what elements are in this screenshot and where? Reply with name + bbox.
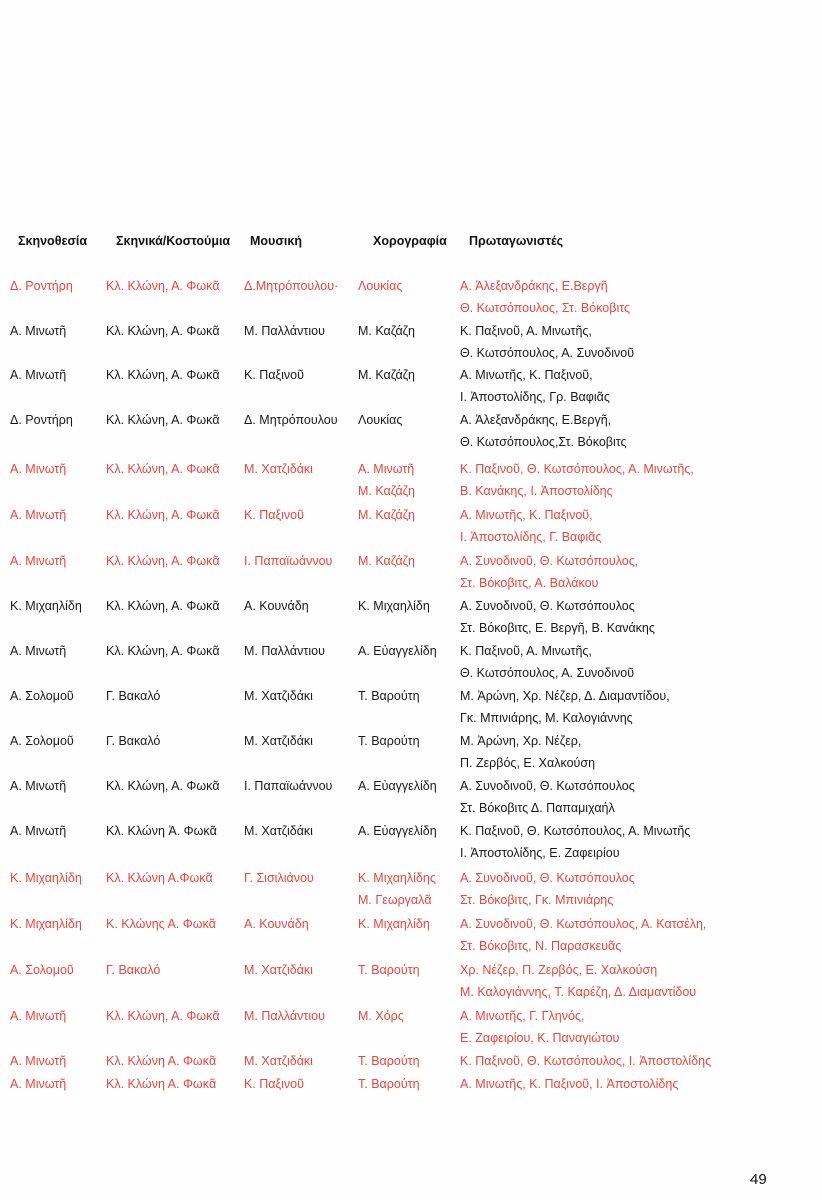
- director-cell: Α. Μινωτῆ: [10, 368, 67, 382]
- choreography-cell: [358, 867, 436, 911]
- director-cell: Α. Μινωτῆ: [10, 824, 67, 838]
- director-cell: Κ. Μιχαηλίδη: [10, 871, 82, 885]
- cast-line: Α. Μινωτῆς, Κ. Παξινοῦ,: [460, 508, 593, 522]
- choreography-cell: [358, 959, 420, 981]
- header-cast: Πρωταγωνιστές: [469, 234, 564, 248]
- page-number: 49: [750, 1171, 767, 1188]
- director-cell: Α. Μινωτῆ: [10, 554, 67, 568]
- cast-line: Β. Κανάκης, Ι. Ἀποστολίδης: [460, 484, 613, 498]
- director-cell: Α. Μινωτῆ: [10, 508, 67, 522]
- sets-costumes-cell: Κλ. Κλώνη, Α. Φωκᾶ: [106, 508, 220, 522]
- sets-costumes-cell: Γ. Βακαλό: [106, 734, 161, 748]
- choreography-cell: [358, 458, 415, 502]
- music-cell: Κ. Παξινοῦ: [244, 1077, 304, 1091]
- sets-costumes-cell: Γ. Βακαλό: [106, 963, 161, 977]
- choreography-line: Κ. Μιχαηλίδη: [358, 599, 430, 613]
- table-row: [0, 595, 822, 641]
- sets-costumes-cell: Κλ. Κλώνη, Α. Φωκᾶ: [106, 599, 220, 613]
- table-row: [0, 685, 822, 731]
- music-cell: Α. Κουνάδη: [244, 917, 309, 931]
- table-row: [0, 730, 822, 776]
- cast-line: Στ. Βόκοβιτς, Γκ. Μπινιάρης: [460, 893, 614, 907]
- choreography-line: Μ. Καζάζη: [358, 484, 415, 498]
- choreography-cell: [358, 775, 437, 797]
- cast-cell: [460, 458, 694, 502]
- cast-cell: [460, 1073, 678, 1095]
- sets-costumes-cell: Κλ. Κλώνη, Α. Φωκᾶ: [106, 324, 220, 338]
- choreography-line: Μ. Καζάζη: [358, 508, 415, 522]
- sets-costumes-cell: Κλ. Κλώνη, Α. Φωκᾶ: [106, 644, 220, 658]
- choreography-line: Τ. Βαρούτη: [358, 734, 420, 748]
- cast-cell: [460, 275, 630, 319]
- cast-cell: [460, 730, 595, 774]
- cast-cell: [460, 959, 696, 1003]
- cast-cell: [460, 550, 638, 594]
- sets-costumes-cell: Κλ. Κλώνη Α.Φωκᾶ: [106, 871, 213, 885]
- music-cell: Κ. Παξινοῦ: [244, 368, 304, 382]
- cast-line: Α. Ἀλεξανδράκης, Ε.Βεργῆ: [460, 279, 608, 293]
- director-cell: Α. Σολομοῦ: [10, 734, 74, 748]
- choreography-cell: [358, 550, 415, 572]
- choreography-line: Α. Εὐαγγελίδη: [358, 779, 437, 793]
- cast-line: Κ. Παξινοῦ, Θ. Κωτσόπουλος, Α. Μινωτῆς: [460, 824, 691, 838]
- cast-line: Στ. Βόκοβιτς, Α. Βαλάκου: [460, 576, 599, 590]
- choreography-line: Μ. Καζάζη: [358, 368, 415, 382]
- director-cell: Α. Μινωτῆ: [10, 1077, 67, 1091]
- sets-costumes-cell: Κλ. Κλώνη, Α. Φωκᾶ: [106, 279, 220, 293]
- choreography-cell: [358, 685, 420, 707]
- choreography-cell: [358, 364, 415, 386]
- choreography-line: Μ. Χόρς: [358, 1009, 404, 1023]
- choreography-line: Κ. Μιχαηλίδης: [358, 871, 436, 885]
- music-cell: Μ. Χατζιδάκι: [244, 1054, 313, 1068]
- sets-costumes-cell: Κλ. Κλώνη, Α. Φωκᾶ: [106, 462, 220, 476]
- choreography-cell: [358, 820, 437, 842]
- cast-cell: [460, 685, 670, 729]
- table-row: [0, 550, 822, 596]
- cast-line: Μ. Ἀρώνη, Χρ. Νέζερ,: [460, 734, 582, 748]
- music-cell: Μ. Παλλάντιου: [244, 644, 325, 658]
- director-cell: Κ. Μιχαηλίδη: [10, 599, 82, 613]
- cast-cell: [460, 775, 635, 819]
- sets-costumes-cell: Κλ. Κλώνη, Α. Φωκᾶ: [106, 413, 220, 427]
- music-cell: Ι. Παπαϊωάννου: [244, 554, 333, 568]
- table-row: [0, 275, 822, 321]
- cast-line: Κ. Παξινοῦ, Α. Μινωτῆς,: [460, 324, 592, 338]
- cast-line: Μ. Καλογιάννης, Τ. Καρέζη, Δ. Διαμαντίδου: [460, 985, 697, 999]
- cast-cell: [460, 409, 627, 453]
- music-cell: Δ. Μητρόπουλου: [244, 413, 338, 427]
- sets-costumes-cell: Κλ. Κλώνη Α. Φωκᾶ: [106, 1054, 217, 1068]
- choreography-line: Λουκίας: [358, 413, 403, 427]
- music-cell: Μ. Χατζιδάκι: [244, 689, 313, 703]
- cast-line: Κ. Παξινοῦ, Θ. Κωτσόπουλος, Α. Μινωτῆς,: [460, 462, 694, 476]
- cast-line: Α. Συνοδινοῦ, Θ. Κωτσόπουλος, Α. Κατσέλη,: [460, 917, 707, 931]
- table-row: [0, 364, 822, 410]
- table-row: [0, 409, 822, 455]
- choreography-line: Α. Εὐαγγελίδη: [358, 824, 437, 838]
- music-cell: Κ. Παξινοῦ: [244, 508, 304, 522]
- choreography-line: Κ. Μιχαηλίδη: [358, 917, 430, 931]
- header-music: Μουσική: [250, 234, 302, 248]
- table-row: [0, 820, 822, 866]
- music-cell: Μ. Παλλάντιου: [244, 324, 325, 338]
- cast-line: Ι. Ἀποστολίδης, Ε. Ζαφειρίου: [460, 846, 620, 860]
- cast-line: Α. Μινωτῆς, Κ. Παξινοῦ, Ι. Ἀποστολίδης: [460, 1077, 679, 1091]
- cast-line: Στ. Βόκοβιτς Δ. Παπαμιχαήλ: [460, 801, 615, 815]
- sets-costumes-cell: Κ. Κλώνης Α. Φωκᾶ: [106, 917, 216, 931]
- sets-costumes-cell: Κλ. Κλώνη, Α. Φωκᾶ: [106, 554, 220, 568]
- music-cell: Δ.Μητρόπουλου·: [244, 279, 339, 293]
- cast-line: Α. Ἀλεξανδράκης, Ε.Βεργῆ,: [460, 413, 612, 427]
- choreography-cell: [358, 595, 430, 617]
- choreography-cell: [358, 913, 430, 935]
- table-row: [0, 458, 822, 504]
- sets-costumes-cell: Κλ. Κλώνη Α. Φωκᾶ: [106, 1077, 217, 1091]
- cast-cell: [460, 1005, 619, 1049]
- director-cell: Α. Μινωτῆ: [10, 324, 67, 338]
- choreography-cell: [358, 275, 402, 297]
- cast-line: Κ. Παξινοῦ, Θ. Κωτσόπουλος, Ι. Ἀποστολίδης: [460, 1054, 712, 1068]
- director-cell: Α. Μινωτῆ: [10, 462, 67, 476]
- table-row: [0, 913, 822, 959]
- cast-cell: [460, 595, 655, 639]
- table-row: [0, 320, 822, 366]
- header-sets-costumes: Σκηνικά/Κοστούμια: [116, 234, 231, 248]
- sets-costumes-cell: Κλ. Κλώνη Ἀ. Φωκᾶ: [106, 824, 217, 838]
- music-cell: Μ. Χατζιδάκι: [244, 963, 313, 977]
- choreography-line: Α. Εὐαγγελίδη: [358, 644, 437, 658]
- cast-cell: [460, 504, 601, 548]
- music-cell: Μ. Χατζιδάκι: [244, 462, 313, 476]
- director-cell: Κ. Μιχαηλίδη: [10, 917, 82, 931]
- choreography-cell: [358, 504, 415, 526]
- header-choreography: Χορογραφία: [373, 234, 447, 248]
- music-cell: Μ. Χατζιδάκι: [244, 824, 313, 838]
- cast-line: Στ. Βόκοβιτς, Ε. Βεργῆ, Β. Κανάκης: [460, 621, 655, 635]
- choreography-line: Μ. Καζάζη: [358, 324, 415, 338]
- cast-line: Μ. Ἀρώνη, Χρ. Νέζερ, Δ. Διαμαντίδου,: [460, 689, 670, 703]
- director-cell: Α. Μινωτῆ: [10, 1054, 67, 1068]
- choreography-line: Μ. Καζάζη: [358, 554, 415, 568]
- choreography-line: Μ. Γεωργαλᾶ: [358, 893, 432, 907]
- director-cell: Δ. Ροντήρη: [10, 279, 73, 293]
- director-cell: Α. Μινωτῆ: [10, 779, 67, 793]
- cast-line: Α. Μινωτῆς, Γ. Γληνός,: [460, 1009, 585, 1023]
- choreography-cell: [358, 730, 420, 752]
- cast-line: Γκ. Μπινιάρης, Μ. Καλογιάννης: [460, 711, 633, 725]
- cast-line: Ι. Ἀποστολίδης, Γ. Βαφιᾶς: [460, 530, 602, 544]
- cast-line: Α. Συνοδινοῦ, Θ. Κωτσόπουλος: [460, 779, 635, 793]
- table-row: [0, 867, 822, 913]
- cast-line: Α. Μινωτῆς, Κ. Παξινοῦ,: [460, 368, 593, 382]
- music-cell: Α. Κουνάδη: [244, 599, 309, 613]
- choreography-cell: [358, 1005, 404, 1027]
- choreography-line: Τ. Βαρούτη: [358, 689, 420, 703]
- sets-costumes-cell: Κλ. Κλώνη, Α. Φωκᾶ: [106, 1009, 220, 1023]
- choreography-line: Α. Μινωτῆ: [358, 462, 415, 476]
- cast-line: Α. Συνοδινοῦ, Θ. Κωτσόπουλος: [460, 599, 635, 613]
- choreography-line: Τ. Βαρούτη: [358, 1054, 420, 1068]
- choreography-cell: [358, 1073, 420, 1095]
- sets-costumes-cell: Κλ. Κλώνη, Α. Φωκᾶ: [106, 368, 220, 382]
- cast-cell: [460, 867, 635, 911]
- cast-line: Θ. Κωτσόπουλος, Α. Συνοδινοῦ: [460, 666, 635, 680]
- music-cell: Ι. Παπαϊωάννου: [244, 779, 333, 793]
- choreography-line: Τ. Βαρούτη: [358, 1077, 420, 1091]
- cast-line: Α. Συνοδινοῦ, Θ. Κωτσόπουλος: [460, 871, 635, 885]
- cast-line: Χρ. Νέζερ, Π. Ζερβός, Ε. Χαλκούση: [460, 963, 658, 977]
- choreography-line: Τ. Βαρούτη: [358, 963, 420, 977]
- header-direction: Σκηνοθεσία: [18, 234, 88, 248]
- director-cell: Α. Σολομοῦ: [10, 963, 74, 977]
- music-cell: Μ. Παλλάντιου: [244, 1009, 325, 1023]
- cast-line: Θ. Κωτσόπουλος, Στ. Βόκοβιτς: [460, 301, 631, 315]
- cast-line: Α. Συνοδινοῦ, Θ. Κωτσόπουλος,: [460, 554, 639, 568]
- choreography-line: Λουκίας: [358, 279, 403, 293]
- cast-line: Κ. Παξινοῦ, Α. Μινωτῆς,: [460, 644, 592, 658]
- choreography-cell: [358, 1050, 420, 1072]
- director-cell: Α. Σολομοῦ: [10, 689, 74, 703]
- table-row: [0, 504, 822, 550]
- music-cell: Μ. Χατζιδάκι: [244, 734, 313, 748]
- sets-costumes-cell: Γ. Βακαλό: [106, 689, 161, 703]
- choreography-cell: [358, 320, 415, 342]
- cast-cell: [460, 1050, 711, 1072]
- director-cell: Α. Μινωτῆ: [10, 644, 67, 658]
- cast-cell: [460, 913, 706, 957]
- table-row: [0, 1005, 822, 1051]
- cast-cell: [460, 640, 634, 684]
- choreography-cell: [358, 640, 437, 662]
- table-row: [0, 640, 822, 686]
- cast-cell: [460, 364, 610, 408]
- cast-cell: [460, 820, 690, 864]
- cast-line: Θ. Κωτσόπουλος,Στ. Βόκοβιτς: [460, 435, 627, 449]
- table-row: [0, 959, 822, 1005]
- cast-line: Θ. Κωτσόπουλος, Α. Συνοδινοῦ: [460, 346, 635, 360]
- cast-line: Ι. Ἀποστολίδης, Γρ. Βαφιᾶς: [460, 390, 610, 404]
- cast-cell: [460, 320, 634, 364]
- table-row: [0, 775, 822, 821]
- director-cell: Α. Μινωτῆ: [10, 1009, 67, 1023]
- cast-line: Στ. Βόκοβιτς, Ν. Παρασκευᾶς: [460, 939, 622, 953]
- cast-line: Π. Ζερβός, Ε. Χαλκούση: [460, 756, 596, 770]
- director-cell: Δ. Ροντήρη: [10, 413, 73, 427]
- table-row: [0, 1073, 822, 1119]
- choreography-cell: [358, 409, 402, 431]
- music-cell: Γ. Σισιλιάνου: [244, 871, 314, 885]
- sets-costumes-cell: Κλ. Κλώνη, Α. Φωκᾶ: [106, 779, 220, 793]
- cast-line: Ε. Ζαφειρίου, Κ. Παναγιώτου: [460, 1031, 620, 1045]
